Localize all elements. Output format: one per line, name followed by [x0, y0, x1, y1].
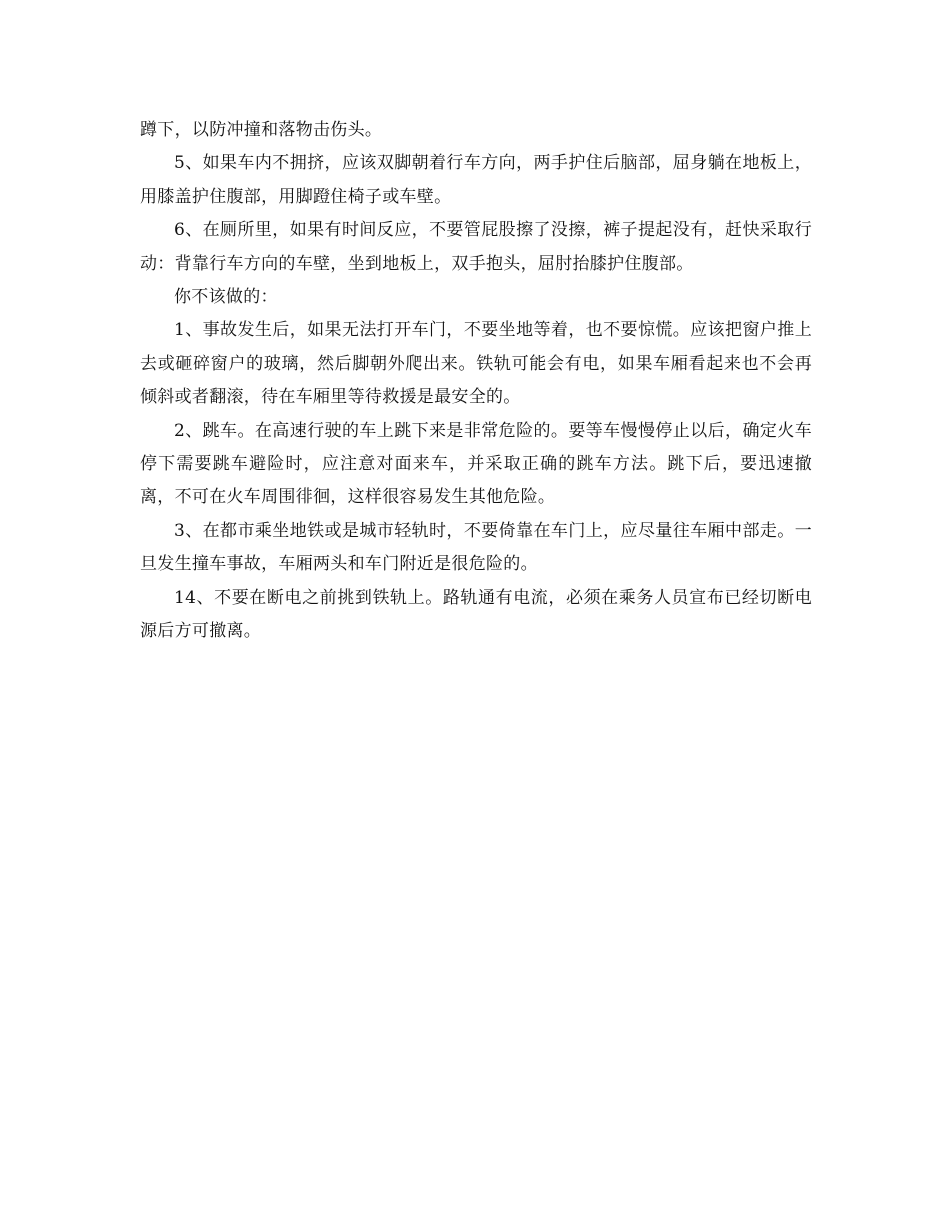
- paragraph-dont-14: 14、不要在断电之前挑到铁轨上。路轨通有电流，必须在乘务人员宣布已经切断电源后方可撤离。: [140, 587, 812, 642]
- paragraph-dont-3: 3、在都市乘坐地铁或是城市轻轨时，不要倚靠在车门上，应尽量往车厢中部走。一旦发生撞车事故，车厢两头和车门附近是很危险的。: [140, 520, 812, 575]
- paragraph-item-6: 6、在厕所里，如果有时间反应，不要管屁股擦了没擦，裤子提起没有，赶快采取行动：背靠行车方向的车壁，坐到地板上，双手抱头，屈肘抬膝护住腹部。: [140, 220, 812, 274]
- document-body: [140, 114, 812, 649]
- paragraph-dont-1: 1、事故发生后，如果无法打开车门，不要坐地等着，也不要惊慌。应该把窗户推上去或砸碎窗户的玻璃，然后脚朝外爬出来。铁轨可能会有电，如果车厢看起来也不会再倾斜或者翻滚，待在车厢里等待救援是最安全的。: [140, 320, 812, 408]
- paragraph-item-5: 5、如果车内不拥挤，应该双脚朝着行车方向，两手护住后脑部，屈身躺在地板上，用膝盖护住腹部，用脚蹬住椅子或车壁。: [140, 153, 812, 207]
- paragraph-dont-2: 2、跳车。在高速行驶的车上跳下来是非常危险的。要等车慢慢停止以后，确定火车停下需要跳车避险时，应注意对面来车，并采取正确的跳车方法。跳下后，要迅速撤离，不可在火车周围徘徊，这样很容易发生其他危险。: [140, 420, 812, 508]
- section-heading-dont: 你不该做的：: [174, 287, 278, 308]
- paragraph-continuation: 蹲下，以防冲撞和落物击伤头。: [140, 120, 383, 140]
